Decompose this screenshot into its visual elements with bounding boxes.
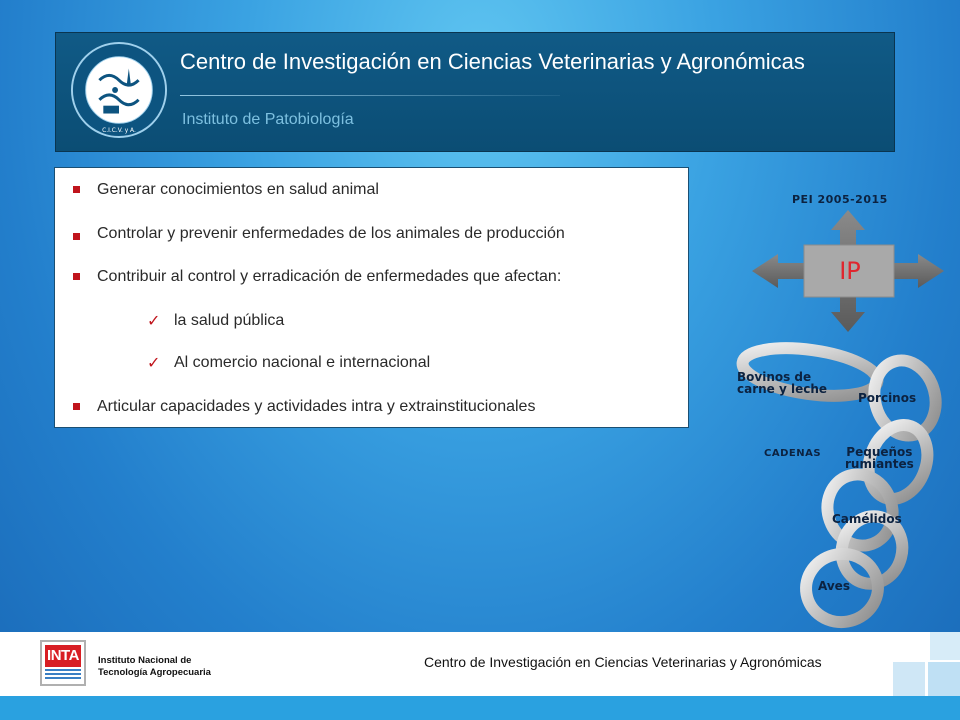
objective-text: Controlar y prevenir enfermedades de los animales de producción <box>97 225 565 242</box>
institute-logo-icon <box>70 41 168 139</box>
objective-text: Articular capacidades y actividades intra y extrainstitucionales <box>97 398 536 415</box>
objective-text: Contribuir al control y erradicación de enfermedades que afectan: <box>97 268 562 285</box>
footer-title: Centro de Investigación en Ciencias Veterinarias y Agronómicas <box>424 654 822 670</box>
checkmark-icon: ✓ <box>147 313 161 330</box>
square-bullet-icon <box>73 186 80 193</box>
page-title: Centro de Investigación en Ciencias Veterinarias y Agronómicas <box>180 49 805 74</box>
objective-item <box>73 268 561 286</box>
pei-label: PEI 2005-2015 <box>792 193 888 206</box>
sub-objective-text: la salud pública <box>174 312 285 329</box>
page-subtitle: Instituto de Patobiología <box>182 111 354 128</box>
objectives-box <box>54 167 689 428</box>
sub-objective-item <box>147 312 284 330</box>
objective-item <box>73 398 535 416</box>
header-divider <box>180 95 560 96</box>
footer-bar <box>0 632 960 696</box>
chain-label-bovinos: Bovinos de carne y leche <box>737 370 828 396</box>
square-bullet-icon <box>73 233 80 240</box>
ip-center-label: IP <box>839 257 861 285</box>
inta-logo-icon <box>40 640 86 686</box>
decorative-square <box>0 696 960 720</box>
square-bullet-icon <box>73 273 80 280</box>
objective-item <box>73 225 565 243</box>
decorative-square <box>893 662 925 696</box>
objective-item <box>73 181 379 199</box>
header-banner <box>55 32 895 152</box>
chain-label-aves: Aves <box>818 579 850 593</box>
chain-label-pequenos: Pequeños rumiantes <box>845 445 914 471</box>
cadenas-label: CADENAS <box>764 448 822 459</box>
sub-objective-item <box>147 354 430 372</box>
decorative-square <box>928 662 960 696</box>
sub-objective-text: Al comercio nacional e internacional <box>174 354 431 371</box>
logo-caption: C.I.C.V. y A. <box>102 128 136 135</box>
chain-label-camelidos: Camélidos <box>832 512 902 526</box>
decorative-square <box>930 632 960 660</box>
objective-text: Generar conocimientos en salud animal <box>97 181 379 198</box>
inta-name: Instituto Nacional de Tecnología Agropecuaria <box>98 655 211 678</box>
inta-logo-text: INTA <box>45 645 81 667</box>
square-bullet-icon <box>73 403 80 410</box>
chain-label-porcinos: Porcinos <box>858 391 917 405</box>
checkmark-icon: ✓ <box>147 355 161 372</box>
